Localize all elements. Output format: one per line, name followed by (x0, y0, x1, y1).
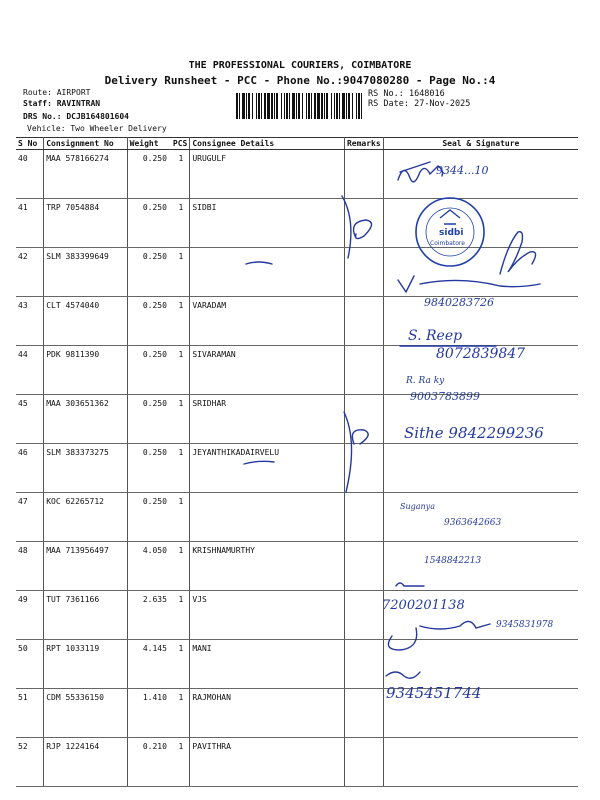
row-weight: 0.210 (127, 738, 171, 787)
row-consignee: JEYANTHIKADAIRVELU (190, 444, 345, 493)
row-pcs: 1 (171, 346, 190, 395)
vehicle-value: Two Wheeler Delivery (70, 124, 167, 133)
row-weight: 0.250 (127, 395, 171, 444)
staff-value: RAVINTRAN (56, 99, 101, 108)
row-pcs: 1 (171, 444, 190, 493)
row-pcs: 1 (171, 640, 190, 689)
hw-51: 9345831978 (496, 620, 554, 630)
row-consignment: TRP 7054884 (44, 199, 127, 248)
row-sno: 51 (16, 689, 44, 738)
row-pcs: 1 (171, 395, 190, 444)
rs-no-value: 1648016 (408, 89, 445, 99)
stamp-city: Coimbatore (430, 240, 465, 247)
mark-42-dash (246, 262, 272, 264)
row-consignment: KOC 62265712 (44, 493, 127, 542)
col-pcs: PCS (171, 138, 190, 150)
row-weight: 2.635 (127, 591, 171, 640)
row-sno: 44 (16, 346, 44, 395)
signature-43 (398, 276, 540, 292)
row-consignment: RPT 1033119 (44, 640, 127, 689)
row-consignee: SIVARAMAN (190, 346, 345, 395)
row-consignee: MANI (190, 640, 345, 689)
row-consignee: KRISHNAMURTHY (190, 542, 345, 591)
hw-44-phone: 8072839847 (436, 346, 526, 362)
drs-label: DRS No.: (23, 112, 62, 121)
signature-40-stroke (400, 162, 430, 172)
row-weight: 0.250 (127, 199, 171, 248)
row-sno: 45 (16, 395, 44, 444)
row-consignment: MAA 713956497 (44, 542, 127, 591)
col-weight: Weight (127, 138, 171, 150)
row-sno: 41 (16, 199, 44, 248)
rs-date-value: 27-Nov-2025 (414, 99, 471, 109)
hw-44-name: S. Reep (408, 328, 463, 344)
row-weight: 4.050 (127, 542, 171, 591)
row-weight: 0.250 (127, 493, 171, 542)
hw-48-phone: 9363642663 (444, 518, 502, 528)
row-pcs: 1 (171, 591, 190, 640)
row-sno: 49 (16, 591, 44, 640)
row-pcs: 1 (171, 689, 190, 738)
row-sno: 47 (16, 493, 44, 542)
row-pcs: 1 (171, 248, 190, 297)
row-consignee: PAVITHRA (190, 738, 345, 787)
signature-50 (396, 583, 424, 586)
staff-label: Staff: (23, 99, 52, 108)
hw-45-phone: 9003783899 (410, 390, 480, 403)
rs-date-label: RS Date: (368, 99, 409, 109)
vehicle-label: Vehicle: (27, 124, 66, 133)
row-consignment: TUT 7361166 (44, 591, 127, 640)
drs-value: DCJB164801604 (66, 112, 129, 121)
hw-43: 9840283726 (424, 296, 494, 309)
row-sno: 50 (16, 640, 44, 689)
row-weight: 1.410 (127, 689, 171, 738)
runsheet-subtitle: Delivery Runsheet - PCC - Phone No.:9047080280 - Page No.:4 (104, 74, 496, 87)
row-consignment: MAA 303651362 (44, 395, 127, 444)
col-consignee: Consignee Details (190, 138, 345, 150)
hw-46: Sithe 9842299236 (404, 424, 544, 442)
row-weight: 0.250 (127, 248, 171, 297)
hw-50: 7200201138 (382, 598, 465, 613)
row-consignee: VJS (190, 591, 345, 640)
row-consignment: CLT 4574040 (44, 297, 127, 346)
route-value: AIRPORT (56, 88, 91, 97)
row-weight: 0.250 (127, 444, 171, 493)
row-sno: 40 (16, 150, 44, 199)
row-sno: 43 (16, 297, 44, 346)
remark-mark-41 (342, 196, 372, 258)
row-weight: 0.250 (127, 150, 171, 199)
route-label: Route: (23, 88, 52, 97)
hw-45-name: R. Ra ky (406, 376, 445, 386)
row-consignment: MAA 578166274 (44, 150, 127, 199)
row-sno: 48 (16, 542, 44, 591)
row-consignment: SLM 383373275 (44, 444, 127, 493)
mark-47-dash (244, 461, 274, 464)
rs-no-label: RS No.: (368, 89, 404, 99)
row-pcs: 1 (171, 738, 190, 787)
stamp-brand: sidbi (439, 228, 464, 238)
col-remarks: Remarks (344, 138, 383, 150)
row-pcs: 1 (171, 542, 190, 591)
row-consignment: CDM 55336150 (44, 689, 127, 738)
row-sno: 46 (16, 444, 44, 493)
col-sno: S No (16, 138, 44, 150)
row-weight: 0.250 (127, 346, 171, 395)
row-sno: 52 (16, 738, 44, 787)
row-pcs: 1 (171, 297, 190, 346)
hw-52: 9345451744 (386, 684, 482, 702)
remark-mark-46 (344, 412, 368, 492)
row-sno: 42 (16, 248, 44, 297)
col-signature: Seal & Signature (383, 138, 578, 150)
row-pcs: 1 (171, 493, 190, 542)
hw-49: 1548842213 (424, 556, 482, 566)
row-consignment: SLM 383399649 (44, 248, 127, 297)
row-consignee: URUGULF (190, 150, 345, 199)
row-consignee: RAJMOHAN (190, 689, 345, 738)
signature-51 (388, 621, 490, 650)
row-consignee: VARADAM (190, 297, 345, 346)
row-weight: 4.145 (127, 640, 171, 689)
hw-48-name: Suganya (400, 502, 435, 511)
row-pcs: 1 (171, 150, 190, 199)
row-pcs: 1 (171, 199, 190, 248)
row-consignment: RJP 1224164 (44, 738, 127, 787)
row-consignee: SIDBI (190, 199, 345, 248)
row-consignee: SRIDHAR (190, 395, 345, 444)
signature-52 (386, 672, 420, 678)
hw-40: 9344...10 (436, 164, 489, 177)
col-consignment: Consignment No (44, 138, 127, 150)
row-weight: 0.250 (127, 297, 171, 346)
row-consignment: PDK 9811390 (44, 346, 127, 395)
company-title: THE PROFESSIONAL COURIERS, COIMBATORE (188, 60, 412, 71)
signature-42 (500, 232, 536, 274)
